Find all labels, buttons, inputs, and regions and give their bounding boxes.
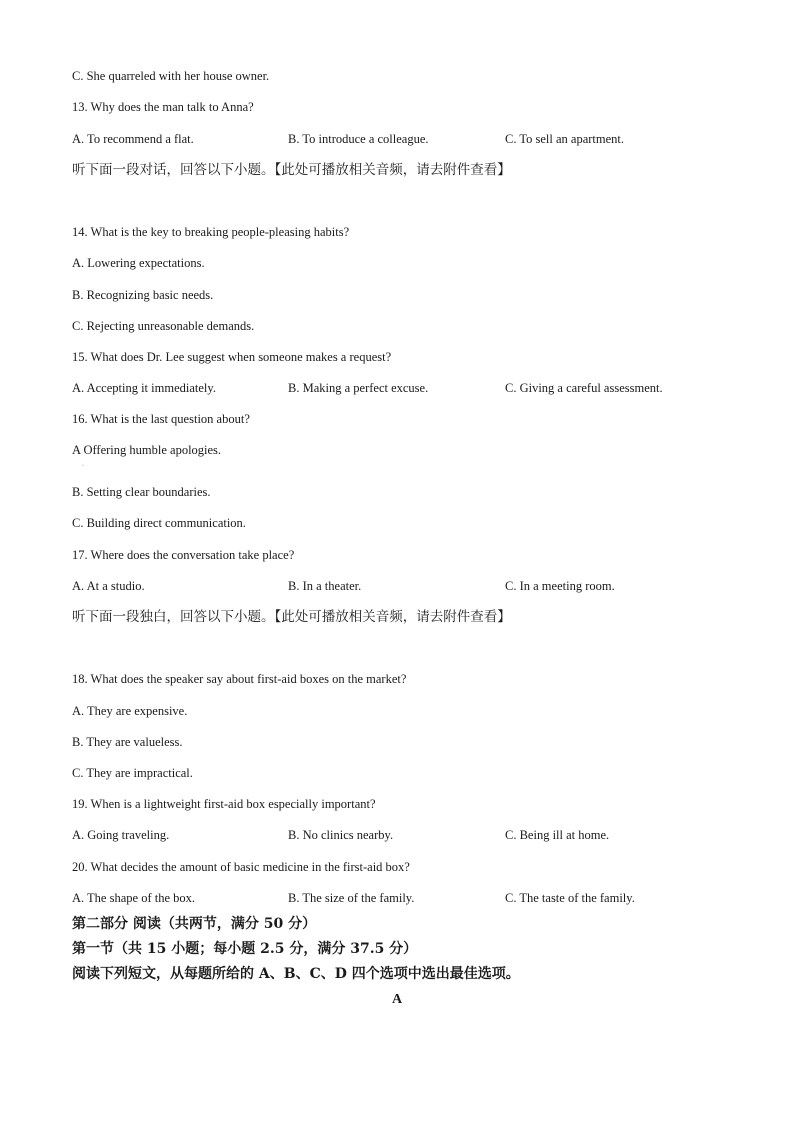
question-16: 16. What is the last question about? xyxy=(72,412,250,426)
question-15: 15. What does Dr. Lee suggest when someone makes a request? xyxy=(72,350,392,364)
q18-option-b: B. They are valueless. xyxy=(72,735,183,749)
q19-option-c: C. Being ill at home. xyxy=(505,828,610,842)
q18-option-a: A. They are expensive. xyxy=(72,704,188,718)
q17-option-a: A. At a studio. xyxy=(72,579,145,593)
q19-option-a: A. Going traveling. xyxy=(72,828,170,842)
q17-option-b: B. In a theater. xyxy=(288,579,362,593)
question-18: 18. What does the speaker say about first-aid boxes on the market? xyxy=(72,672,407,686)
q20-option-a: A. The shape of the box. xyxy=(72,891,196,905)
question-14: 14. What is the key to breaking people-pleasing habits? xyxy=(72,225,350,239)
q13-option-c: C. To sell an apartment. xyxy=(505,132,625,146)
q19-option-b: B. No clinics nearby. xyxy=(288,828,394,842)
passage-label: A xyxy=(391,992,403,1007)
q15-option-a: A. Accepting it immediately. xyxy=(72,381,216,395)
q16-option-b: B. Setting clear boundaries. xyxy=(72,485,211,499)
question-19: 19. When is a lightweight first-aid box especially important? xyxy=(72,797,376,811)
q18-option-c: C. They are impractical. xyxy=(72,766,193,780)
q15-option-c: C. Giving a careful assessment. xyxy=(505,381,663,395)
q14-option-b: B. Recognizing basic needs. xyxy=(72,288,214,302)
stray-dot: · xyxy=(82,463,84,469)
q16-option-c: C. Building direct communication. xyxy=(72,516,246,530)
listening-direction-2: 听下面一段独白，回答以下小题。【此处可播放相关音频，请去附件查看】 xyxy=(72,609,511,625)
q13-option-a: A. To recommend a flat. xyxy=(72,132,194,146)
question-13: 13. Why does the man talk to Anna? xyxy=(72,100,254,114)
q14-option-a: A. Lowering expectations. xyxy=(72,256,205,270)
question-20: 20. What decides the amount of basic medicine in the first-aid box? xyxy=(72,860,410,874)
q17-option-c: C. In a meeting room. xyxy=(505,579,615,593)
q13-option-b: B. To introduce a colleague. xyxy=(288,132,429,146)
q15-option-b: B. Making a perfect excuse. xyxy=(288,381,429,395)
reading-instructions: 阅读下列短文，从每题所给的 A、B、C、D 四个选项中选出最佳选项。 xyxy=(72,966,520,982)
q20-option-b: B. The size of the family. xyxy=(288,891,415,905)
question-17: 17. Where does the conversation take place? xyxy=(72,548,295,562)
q16-option-a: A Offering humble apologies. xyxy=(72,443,222,457)
part-two-heading: 第二部分 阅读（共两节，满分 50 分） xyxy=(72,916,317,932)
q14-option-c: C. Rejecting unreasonable demands. xyxy=(72,319,255,333)
section-one-heading: 第一节（共 15 小题；每小题 2.5 分，满分 37.5 分） xyxy=(72,941,418,957)
listening-direction-1: 听下面一段对话，回答以下小题。【此处可播放相关音频，请去附件查看】 xyxy=(72,162,511,178)
q20-option-c: C. The taste of the family. xyxy=(505,891,635,905)
line-c-quarreled: C. She quarreled with her house owner. xyxy=(72,69,270,83)
